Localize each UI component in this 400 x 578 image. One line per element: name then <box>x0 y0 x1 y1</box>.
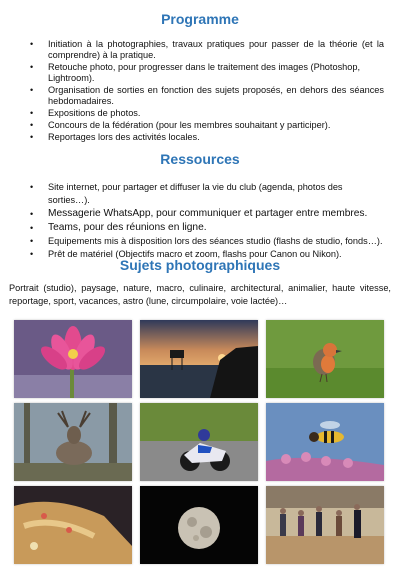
list-item: • Messagerie WhatsApp, pour communiquer et partager entre membres. <box>48 207 384 221</box>
list-item: • Reportages lors des activités locales. <box>48 132 384 143</box>
photo-deer-forest <box>14 403 132 481</box>
list-item: • Teams, pour des réunions en ligne. <box>48 221 384 235</box>
photo-wasp-macro <box>266 403 384 481</box>
list-item: • Expositions de photos. <box>48 108 384 119</box>
ressources-heading: Ressources <box>160 151 240 167</box>
sujets-intro: Portrait (studio), paysage, nature, macro, culinaire, architectural, animalier, haute vitesse, reportage, sport, vacances, astro (lune, circumpolaire, voie lactée)… <box>9 283 391 306</box>
photo-dance-class <box>266 486 384 564</box>
photo-food-pastry <box>14 486 132 564</box>
photo-full-moon <box>140 486 258 564</box>
programme-list <box>48 39 384 144</box>
list-item: • Organisation de sorties en fonction des sujets proposés, en dehors des séances hebdomadaires. <box>48 85 384 107</box>
photo-motorbike-race <box>140 403 258 481</box>
sujets-heading: Sujets photographiques <box>119 257 281 273</box>
photo-lotus-flower <box>14 320 132 398</box>
list-item: • Equipements mis à disposition lors des séances studio (flashs de studio, fonds…). <box>48 235 384 248</box>
list-item: • Prêt de matériel (Objectifs macro et zoom, flashs pour Canon ou Nikon). <box>48 248 384 261</box>
list-item: • Site internet, pour partager et diffuser la vie du club (agenda, photos des sorties…). <box>48 181 384 207</box>
list-item: • Initiation à la photographies, travaux pratiques pour passer de la théorie (et la comprendre) à la pratique. <box>48 39 384 61</box>
photo-sunset-sea <box>140 320 258 398</box>
list-item: • Concours de la fédération (pour les membres souhaitant y participer). <box>48 120 384 131</box>
photo-robin-bird <box>266 320 384 398</box>
list-item: • Retouche photo, pour progresser dans le traitement des images (Photoshop, Lightroom). <box>48 62 384 84</box>
ressources-list <box>48 181 384 261</box>
programme-heading: Programme <box>161 11 239 27</box>
